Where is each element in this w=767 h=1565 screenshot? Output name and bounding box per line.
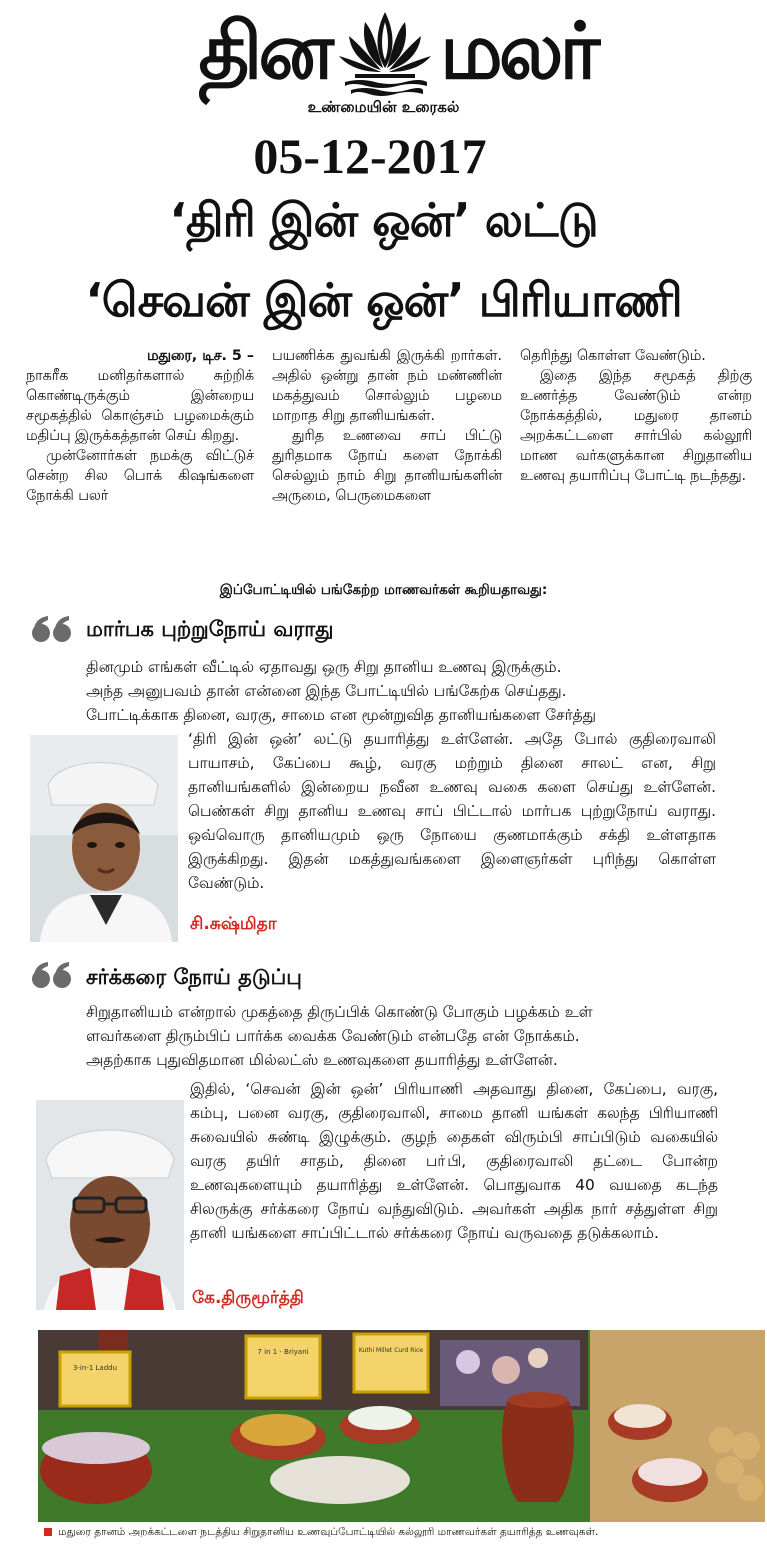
intro-paragraph: பயணிக்க துவங்கி இருக்கி றார்கள். அதில் ஒன்று தான் நம் மண்ணின் மகத்துவம் சொல்லும் பழமை மாறாத சிறு தானியங்கள். — [272, 348, 502, 424]
headline-line-1: ‘திரி இன் ஒன்’ லட்டு — [169, 193, 598, 247]
intro-paragraph: இதை இந்த சமூகத் திற்கு உணர்த்த வேண்டும் என்ற நோக்கத்தில், மதுரை தானம் அறக்கட்டளை சார்பில் கல்லூரி மாண வர்களுக்கான சிறுதானிய உணவு தயாரிப்பு போட்டி நடந்தது. — [520, 368, 752, 484]
text-line: தினமும் எங்கள் வீட்டில் ஏதாவது ஒரு சிறு தானிய உணவு இருக்கும். — [86, 658, 562, 676]
masthead-tagline: உண்மையின் உரைகல் — [307, 98, 460, 116]
caption-text: மதுரை தானம் அறக்கட்டளை நடத்திய சிறுதானிய உணவுப்போட்டியில் கல்லூரி மாணவர்கள் தயாரித்த உணவுகள். — [58, 1526, 599, 1538]
text-line: சிறுதானியம் என்றால் முகத்தை திருப்பிக் கொண்டு போகும் பழக்கம் உள் — [86, 1003, 593, 1021]
intro-paragraph: துரித உணவை சாப் பிட்டு துரிதமாக நோய் களை நோக்கி செல்லும் நாம் சிறு தானியங்களின் அருமை, பெருமைகளை — [272, 428, 502, 504]
text-line: போட்டிக்காக தினை, வரகு, சாமை என மூன்றுவித தானியங்களை சேர்த்து — [86, 706, 597, 724]
section-2-lead — [86, 1000, 718, 1072]
intro-paragraph: நாகரீக மனிதர்களால் சுற்றிக் கொண்டிருக்கும் இன்றைய சமூகத்தில் கொஞ்சம் பழமைக்கும் மதிப்பு இருக்கத்தான் செய் கிறது. — [26, 368, 254, 444]
section-1-title: மார்பக புற்றுநோய் வராது — [86, 617, 334, 641]
intro-paragraph: முன்னோர்கள் நமக்கு விட்டுச் சென்ற சில பொக் கிஷங்களை நோக்கி பலர் — [26, 448, 254, 504]
participants-subhead: இப்போட்டியில் பங்கேற்ற மாணவர்கள் கூறியதாவது: — [219, 582, 548, 598]
quote-mark-icon — [30, 960, 74, 990]
section-1-lead — [86, 655, 716, 727]
student-name-2: கே.திருமூர்த்தி — [192, 1288, 304, 1308]
intro-column-3 — [520, 346, 752, 486]
headline-line-2: ‘செவன் இன் ஒன்’ பிரியாணி — [85, 273, 682, 327]
publication-date: 05-12-2017 — [253, 128, 487, 184]
student-photo-sushmitha — [30, 735, 178, 942]
text-line: அதற்காக புதுவிதமான மில்லட்ஸ் உணவுகளை தயாரித்து உள்ளேன். — [86, 1051, 558, 1069]
text-line: ளவர்களை திரும்பிப் பார்க்க வைக்க வேண்டும் என்பதே என் நோக்கம். — [86, 1027, 580, 1045]
section-2-title: சர்க்கரை நோய் தடுப்பு — [86, 965, 302, 989]
card-label-3: Kuthi Millet Curd Rice — [358, 1347, 424, 1354]
photo-caption — [44, 1526, 764, 1539]
caption-marker-icon — [44, 1528, 52, 1536]
quote-mark-icon — [30, 614, 74, 644]
lotus-logo-icon — [335, 6, 435, 98]
food-display-photo — [38, 1330, 765, 1522]
dateline: மதுரை, டிச. 5 – — [146, 348, 254, 364]
card-label-1: 3-in-1 Laddu — [72, 1364, 118, 1372]
intro-column-2 — [272, 346, 502, 506]
student-photo-thirumoorthy — [36, 1100, 184, 1310]
card-label-2: 7 in 1 - Briyani — [257, 1348, 309, 1356]
intro-paragraph: தெரிந்து கொள்ள வேண்டும். — [520, 348, 706, 364]
section-2-body: இதில், ‘செவன் இன் ஒன்’ பிரியாணி அதவாது தினை, கேப்பை, வரகு, கம்பு, பனை வரகு, குதிரைவாலி, சாமை தானி யங்கள் கலந்த பிரியாணி சுவையில் சுண்டி இழுக்கும். குழந் தைகள் விரும்பி சாப்பிடும் வகையில் வரகு தயிர் சாதம், தினை பா்பி, குதிரைவாலி தட்டை போன்ற உணவுகளையும் தயாரித்து உள்ளேன். பொதுவாக 40 வயதை கடந்த சிலருக்கு சர்க்கரை நோய் வந்துவிடும். அவர்கள் அதிக நார் சத்துள்ள சிறு தானி யங்களை சாப்பிட்டால் சர்க்கரை நோய் வருவதை தடுக்கலாம். — [190, 1080, 718, 1242]
masthead-name-right: மலர் — [440, 7, 597, 97]
section-1-body: ‘திரி இன் ஒன்’ லட்டு தயாரித்து உள்ளேன். அதே போல் குதிரைவாலி பாயாசம், கேப்பை கூழ், வரகு மற்றும் தினை சாலட் என, சிறு தானியங்களில் இன்றைய நவீன உணவு வகை களை செய்து உள்ளேன். பெண்கள் சிறு தானிய உணவு சாப் பிட்டால் மார்பக புற்றுநோய் வராது. ஒவ்வொரு தானியமும் ஒரு நோயை குணமாக்கும் சக்தி உள்ளதாக இருக்கிறது. இதன் மகத்துவங்களை இளைஞர்கள் புரிந்து கொள்ள வேண்டும். — [188, 730, 716, 892]
student-name-1: சி.சுஷ்மிதா — [190, 914, 277, 934]
masthead-name-left: தின — [198, 7, 330, 97]
text-line: அந்த அனுபவம் தான் என்னை இந்த போட்டியில் பங்கேற்க செய்தது. — [86, 682, 567, 700]
intro-column-1 — [26, 346, 254, 506]
